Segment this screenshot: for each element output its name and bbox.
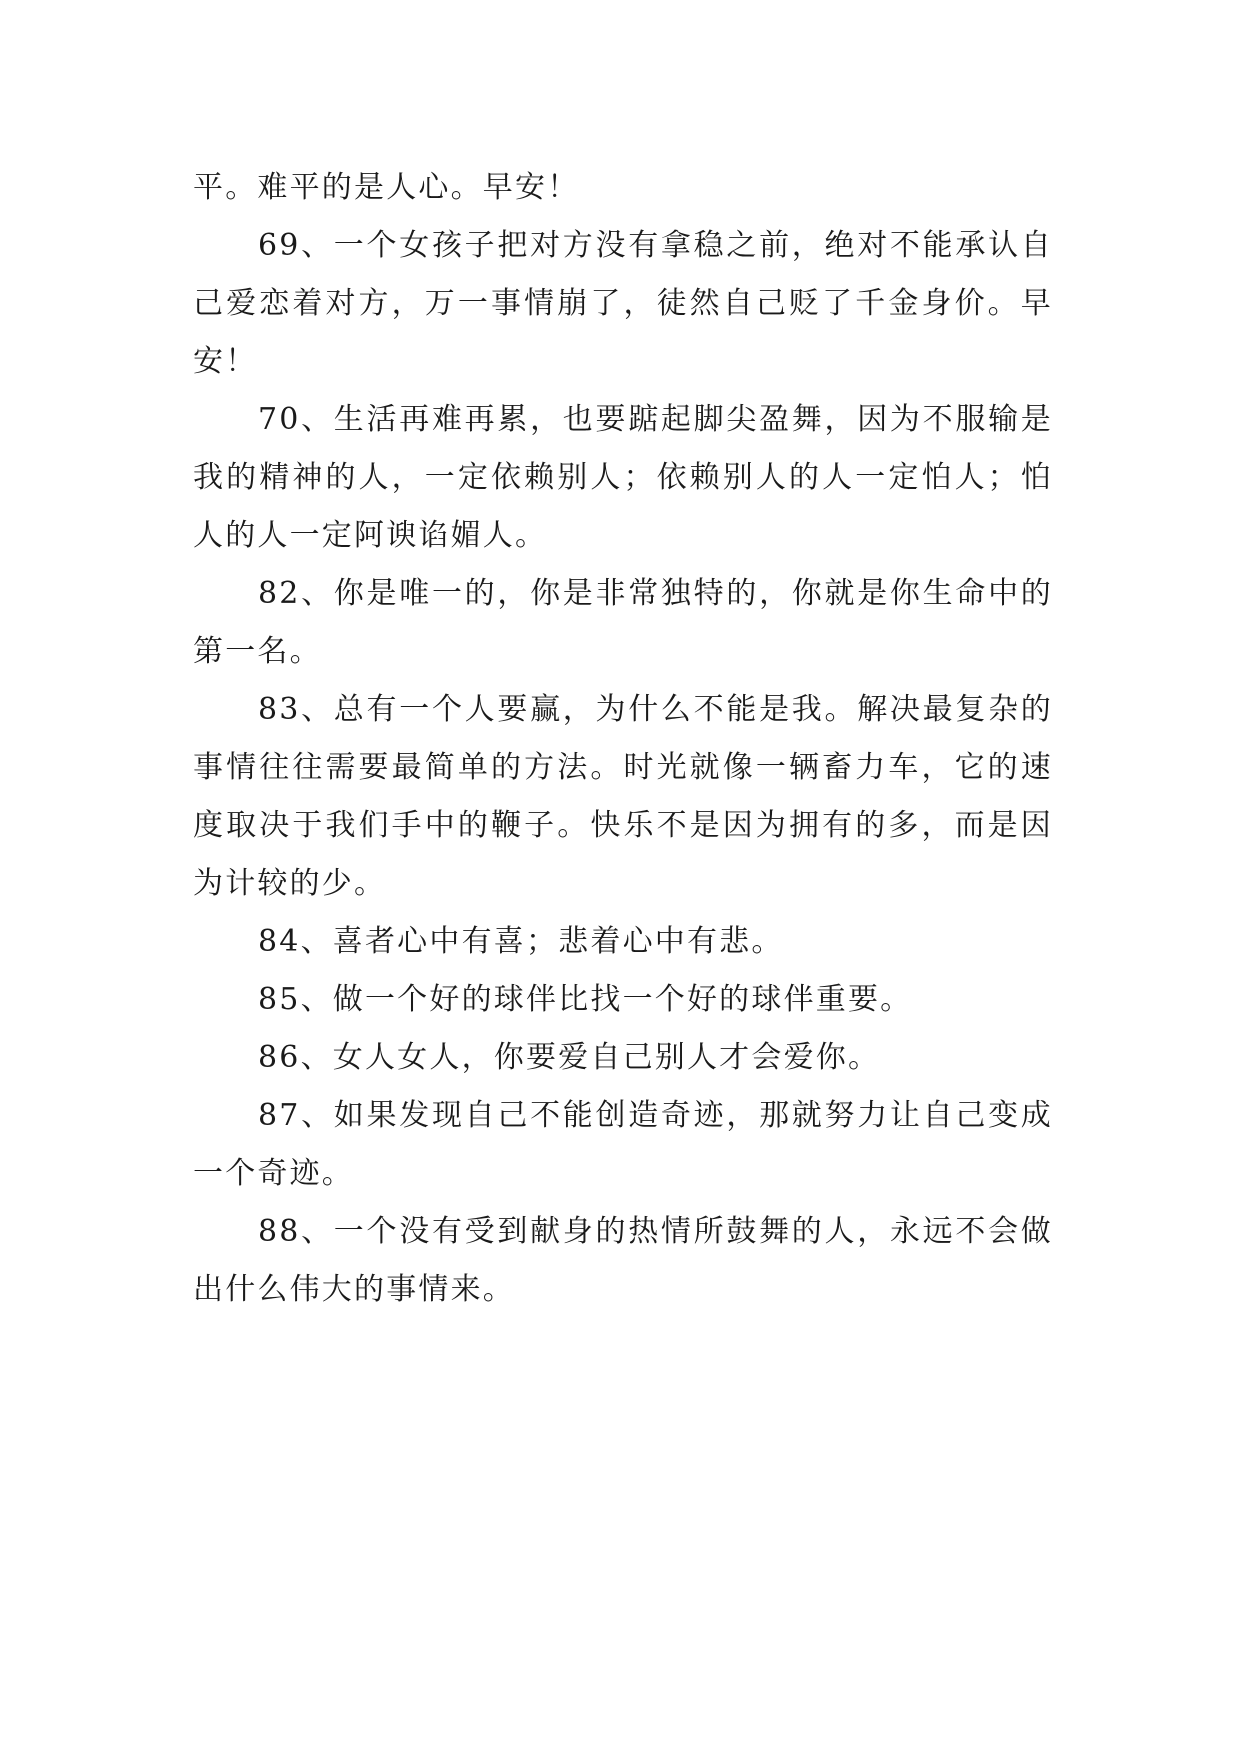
paragraph-70: 70、生活再难再累，也要踮起脚尖盈舞，因为不服输是我的精神的人，一定依赖别人；依赖别人的人一定怕人；怕人的人一定阿谀谄媚人。 <box>193 402 1053 553</box>
paragraph-86: 86、女人女人，你要爱自己别人才会爱你。 <box>258 1040 881 1075</box>
paragraph-82: 82、你是唯一的，你是非常独特的，你就是你生命中的第一名。 <box>193 576 1053 669</box>
paragraph-88: 88、一个没有受到献身的热情所鼓舞的人，永远不会做出什么伟大的事情来。 <box>193 1214 1053 1307</box>
paragraph-83: 83、总有一个人要赢，为什么不能是我。解决最复杂的事情往往需要最简单的方法。时光就像一辆畜力车，它的速度取决于我们手中的鞭子。快乐不是因为拥有的多，而是因为计较的少。 <box>193 692 1053 901</box>
paragraph-continuation: 平。难平的是人心。早安！ <box>193 170 580 205</box>
paragraph-69: 69、一个女孩子把对方没有拿稳之前，绝对不能承认自己爱恋着对方，万一事情崩了，徒然自己贬了千金身价。早安！ <box>193 228 1053 379</box>
paragraph-85: 85、做一个好的球伴比找一个好的球伴重要。 <box>258 982 913 1017</box>
paragraph-87: 87、如果发现自己不能创造奇迹，那就努力让自己变成一个奇迹。 <box>193 1098 1053 1191</box>
paragraph-84: 84、喜者心中有喜；悲着心中有悲。 <box>258 924 784 959</box>
document-body <box>193 159 1053 1319</box>
